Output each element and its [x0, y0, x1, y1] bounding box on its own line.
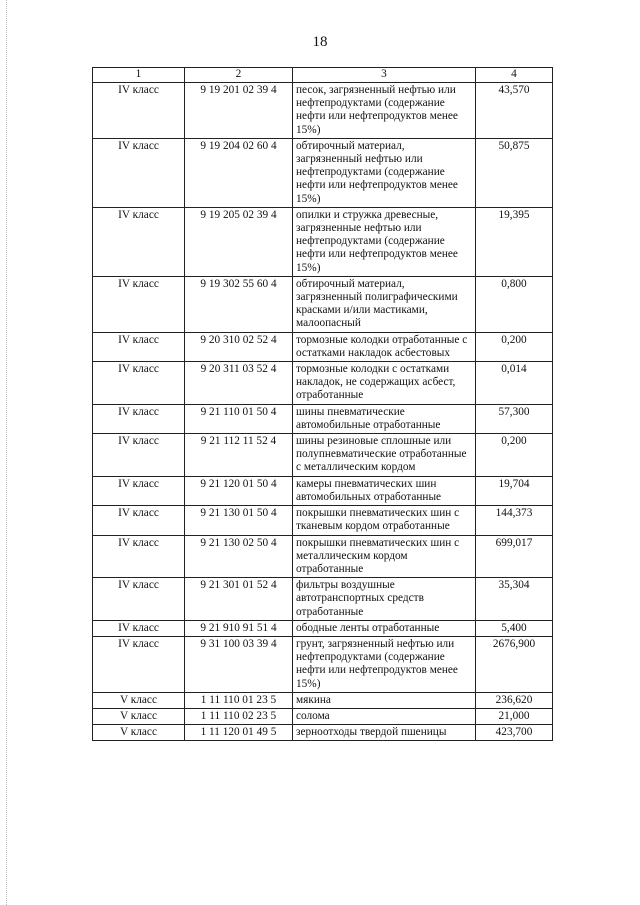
amount-cell: 43,570 [476, 83, 553, 139]
column-header-1: 1 [93, 68, 185, 83]
waste-name-cell: грунт, загрязненный нефтью или нефтепродуктами (содержание нефти или нефтепродуктов менее 15%) [293, 636, 476, 692]
hazard-class-cell: IV класс [93, 83, 185, 139]
amount-cell: 0,800 [476, 276, 553, 332]
table-row [93, 207, 553, 276]
amount-cell: 699,017 [476, 535, 553, 578]
waste-name-cell: солома [293, 708, 476, 724]
hazard-class-cell: IV класс [93, 362, 185, 405]
table-row [93, 362, 553, 405]
waste-code-cell: 9 21 120 01 50 4 [185, 476, 293, 505]
table-row [93, 692, 553, 708]
table-row [93, 620, 553, 636]
waste-name-cell: шины резиновые сплошные или полупневматические отработанные с металлическим кордом [293, 434, 476, 477]
waste-code-cell: 9 19 205 02 39 4 [185, 207, 293, 276]
amount-cell: 0,014 [476, 362, 553, 405]
amount-cell: 0,200 [476, 332, 553, 361]
waste-table [92, 67, 553, 741]
table-row [93, 725, 553, 741]
amount-cell: 35,304 [476, 578, 553, 621]
waste-name-cell: опилки и стружка древесные, загрязненные нефтью или нефтепродуктами (содержание нефти или нефтепродуктов менее 15%) [293, 207, 476, 276]
hazard-class-cell: IV класс [93, 578, 185, 621]
amount-cell: 50,875 [476, 138, 553, 207]
waste-code-cell: 9 21 130 02 50 4 [185, 535, 293, 578]
hazard-class-cell: V класс [93, 708, 185, 724]
hazard-class-cell: V класс [93, 725, 185, 741]
hazard-class-cell: IV класс [93, 332, 185, 361]
hazard-class-cell: IV класс [93, 404, 185, 433]
column-header-2: 2 [185, 68, 293, 83]
amount-cell: 0,200 [476, 434, 553, 477]
amount-cell: 5,400 [476, 620, 553, 636]
waste-name-cell: мякина [293, 692, 476, 708]
hazard-class-cell: IV класс [93, 476, 185, 505]
amount-cell: 144,373 [476, 506, 553, 535]
waste-code-cell: 1 11 110 01 23 5 [185, 692, 293, 708]
hazard-class-cell: IV класс [93, 506, 185, 535]
table-body [93, 83, 553, 741]
hazard-class-cell: V класс [93, 692, 185, 708]
amount-cell: 21,000 [476, 708, 553, 724]
table-row [93, 506, 553, 535]
waste-name-cell: фильтры воздушные автотранспортных средств отработанные [293, 578, 476, 621]
waste-code-cell: 9 21 112 11 52 4 [185, 434, 293, 477]
hazard-class-cell: IV класс [93, 207, 185, 276]
table-row [93, 476, 553, 505]
table-row [93, 636, 553, 692]
waste-code-cell: 9 19 201 02 39 4 [185, 83, 293, 139]
table-row [93, 404, 553, 433]
waste-code-cell: 9 19 302 55 60 4 [185, 276, 293, 332]
waste-name-cell: обтирочный материал, загрязненный полиграфическими красками и/или мастиками, малоопасный [293, 276, 476, 332]
table-row [93, 708, 553, 724]
waste-code-cell: 9 20 310 02 52 4 [185, 332, 293, 361]
hazard-class-cell: IV класс [93, 620, 185, 636]
table-row [93, 83, 553, 139]
hazard-class-cell: IV класс [93, 636, 185, 692]
waste-name-cell: шины пневматические автомобильные отработанные [293, 404, 476, 433]
table-row [93, 434, 553, 477]
waste-code-cell: 9 21 910 91 51 4 [185, 620, 293, 636]
waste-code-cell: 9 21 110 01 50 4 [185, 404, 293, 433]
waste-name-cell: тормозные колодки отработанные с остатками накладок асбестовых [293, 332, 476, 361]
amount-cell: 2676,900 [476, 636, 553, 692]
table-row [93, 535, 553, 578]
waste-name-cell: покрышки пневматических шин с металлическим кордом отработанные [293, 535, 476, 578]
waste-name-cell: обтирочный материал, загрязненный нефтью или нефтепродуктами (содержание нефти или нефтепродуктов менее 15%) [293, 138, 476, 207]
column-header-3: 3 [293, 68, 476, 83]
waste-name-cell: камеры пневматических шин автомобильных отработанные [293, 476, 476, 505]
waste-name-cell: зерноотходы твердой пшеницы [293, 725, 476, 741]
waste-code-cell: 9 31 100 03 39 4 [185, 636, 293, 692]
table-row [93, 138, 553, 207]
hazard-class-cell: IV класс [93, 434, 185, 477]
amount-cell: 19,704 [476, 476, 553, 505]
scan-edge [6, 0, 8, 905]
column-header-4: 4 [476, 68, 553, 83]
page-number: 18 [312, 34, 328, 50]
table-row [93, 332, 553, 361]
amount-cell: 19,395 [476, 207, 553, 276]
waste-name-cell: тормозные колодки с остатками накладок, не содержащих асбест, отработанные [293, 362, 476, 405]
amount-cell: 57,300 [476, 404, 553, 433]
waste-code-cell: 9 21 130 01 50 4 [185, 506, 293, 535]
table-header-row [93, 68, 553, 83]
hazard-class-cell: IV класс [93, 138, 185, 207]
waste-code-cell: 9 19 204 02 60 4 [185, 138, 293, 207]
table-row [93, 276, 553, 332]
waste-name-cell: ободные ленты отработанные [293, 620, 476, 636]
waste-code-cell: 1 11 110 02 23 5 [185, 708, 293, 724]
waste-code-cell: 1 11 120 01 49 5 [185, 725, 293, 741]
waste-name-cell: покрышки пневматических шин с тканевым кордом отработанные [293, 506, 476, 535]
table-row [93, 578, 553, 621]
hazard-class-cell: IV класс [93, 535, 185, 578]
waste-name-cell: песок, загрязненный нефтью или нефтепродуктами (содержание нефти или нефтепродуктов менее 15%) [293, 83, 476, 139]
hazard-class-cell: IV класс [93, 276, 185, 332]
waste-code-cell: 9 20 311 03 52 4 [185, 362, 293, 405]
amount-cell: 236,620 [476, 692, 553, 708]
waste-code-cell: 9 21 301 01 52 4 [185, 578, 293, 621]
amount-cell: 423,700 [476, 725, 553, 741]
